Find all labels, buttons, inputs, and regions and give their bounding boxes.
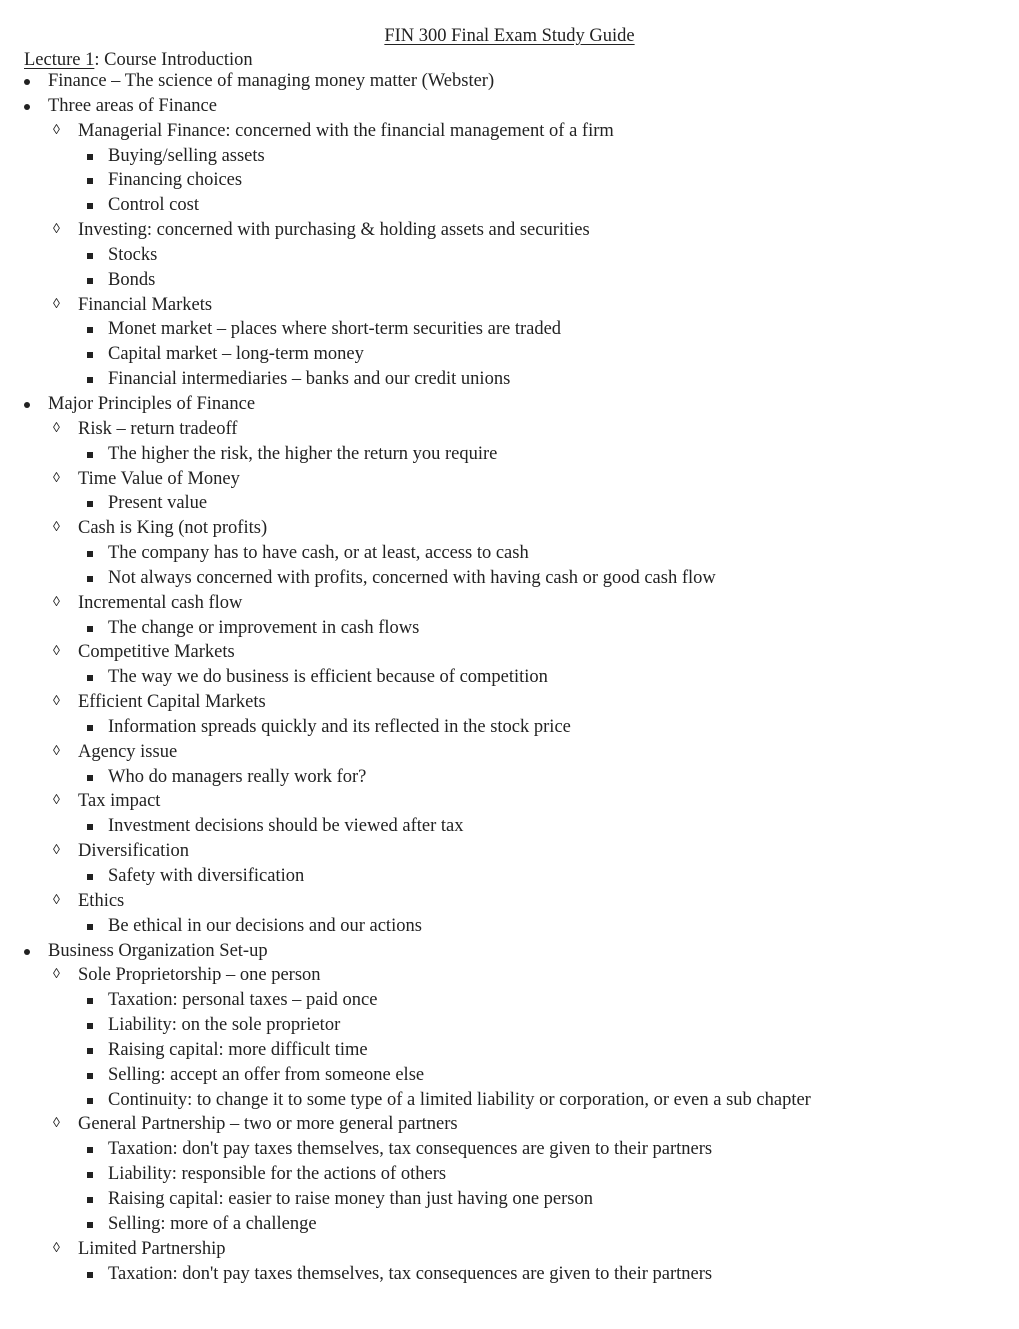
outline-item-text: Investing: concerned with purchasing & holding assets and securities [78,220,590,241]
outline-item-text: Buying/selling assets [108,145,265,166]
outline-item-level-1 [0,69,1019,94]
outline-item-level-2 [0,417,1019,442]
square-bullet-icon [87,725,93,731]
outline-item-level-3 [0,715,1019,740]
diamond-bullet-icon: ◊ [53,420,60,436]
outline-item-level-3 [0,765,1019,790]
outline-item-level-3 [0,988,1019,1013]
outline-item-text: Business Organization Set-up [48,940,268,961]
round-bullet-icon [24,104,30,110]
outline-item-text: Taxation: personal taxes – paid once [108,990,378,1011]
outline-item-text: Agency issue [78,741,178,762]
square-bullet-icon [87,775,93,781]
outline-item-level-3 [0,864,1019,889]
outline-item-level-2 [0,119,1019,144]
square-bullet-icon [87,1098,93,1104]
square-bullet-icon [87,626,93,632]
outline-item-text: Investment decisions should be viewed after tax [108,816,464,837]
diamond-bullet-icon: ◊ [53,520,60,536]
outline-item-level-3 [0,367,1019,392]
square-bullet-icon [87,998,93,1004]
square-bullet-icon [87,178,93,184]
outline-item-level-3 [0,541,1019,566]
square-bullet-icon [87,1272,93,1278]
square-bullet-icon [87,327,93,333]
diamond-bullet-icon: ◊ [53,296,60,312]
outline-item-text: Three areas of Finance [48,95,217,116]
square-bullet-icon [87,278,93,284]
outline-item-level-3 [0,814,1019,839]
outline-item-level-1 [0,939,1019,964]
diamond-bullet-icon: ◊ [53,122,60,138]
outline-item-level-2 [0,690,1019,715]
square-bullet-icon [87,352,93,358]
square-bullet-icon [87,551,93,557]
outline-item-level-3 [0,491,1019,516]
outline-item-level-2 [0,963,1019,988]
outline-item-level-3 [0,665,1019,690]
round-bullet-icon [24,949,30,955]
outline-item-level-3 [0,193,1019,218]
outline-item-level-3 [0,1187,1019,1212]
outline-item-text: The company has to have cash, or at least, access to cash [108,543,529,564]
diamond-bullet-icon: ◊ [53,470,60,486]
outline-item-text: Sole Proprietorship – one person [78,965,321,986]
outline-item-text: Who do managers really work for? [108,766,367,787]
square-bullet-icon [87,154,93,160]
outline-item-level-2 [0,516,1019,541]
outline-item-text: Tax impact [78,791,161,812]
outline-item-text: Efficient Capital Markets [78,692,266,713]
outline-item-level-3 [0,1212,1019,1237]
diamond-bullet-icon: ◊ [53,967,60,983]
outline-item-text: Incremental cash flow [78,592,243,613]
outline-item-level-2 [0,218,1019,243]
outline-item-level-1 [0,94,1019,119]
outline-item-text: Selling: accept an offer from someone else [108,1064,425,1085]
outline-item-text: Financial intermediaries – banks and our credit unions [108,369,511,390]
outline-item-text: Raising capital: easier to raise money than just having one person [108,1188,593,1209]
outline-item-level-3 [0,317,1019,342]
outline-item-text: Major Principles of Finance [48,393,256,414]
outline-item-level-2 [0,1237,1019,1262]
diamond-bullet-icon: ◊ [53,1240,60,1256]
outline-item-text: Diversification [78,841,189,862]
square-bullet-icon [87,1023,93,1029]
diamond-bullet-icon: ◊ [53,743,60,759]
outline-item-text: Safety with diversification [108,866,305,886]
outline-item-text: The way we do business is efficient because of competition [108,667,548,688]
outline-item-text: Present value [108,493,208,514]
diamond-bullet-icon: ◊ [53,222,60,238]
outline-item-level-2 [0,640,1019,665]
document-title-text: FIN 300 Final Exam Study Guide [384,26,635,46]
outline-item-level-2 [0,789,1019,814]
lecture-subtitle: : Course Introduction [94,50,253,70]
square-bullet-icon [87,675,93,681]
outline-item-level-2 [0,889,1019,914]
square-bullet-icon [87,924,93,930]
square-bullet-icon [87,377,93,383]
square-bullet-icon [87,1048,93,1054]
outline-item-level-2 [0,740,1019,765]
outline-item-level-3 [0,914,1019,939]
square-bullet-icon [87,874,93,880]
outline-item-text: Taxation: don't pay taxes themselves, tax consequences are given to their partners [108,1263,713,1284]
outline-item-text: Monet market – places where short-term securities are traded [108,319,562,340]
outline-list [0,69,1019,1286]
outline-item-level-3 [0,342,1019,367]
lecture-label: Lecture 1 [24,50,95,70]
square-bullet-icon [87,253,93,259]
outline-item-level-3 [0,1162,1019,1187]
square-bullet-icon [87,1197,93,1203]
outline-item-level-3 [0,1088,1019,1113]
outline-item-level-2 [0,591,1019,616]
outline-item-level-3 [0,268,1019,293]
outline-item-text: Risk – return tradeoff [78,418,238,439]
square-bullet-icon [87,1172,93,1178]
outline-item-text: Financial Markets [78,294,213,315]
outline-item-text: Taxation: don't pay taxes themselves, tax consequences are given to their partners [108,1139,713,1160]
outline-item-text: Be ethical in our decisions and our actions [108,915,422,936]
outline-item-text: General Partnership – two or more general partners [78,1114,458,1135]
outline-item-text: Capital market – long-term money [108,344,364,365]
outline-item-level-3 [0,442,1019,467]
diamond-bullet-icon: ◊ [53,594,60,610]
diamond-bullet-icon: ◊ [53,892,60,908]
outline-item-text: Financing choices [108,170,243,191]
outline-item-level-3 [0,243,1019,268]
outline-item-level-3 [0,616,1019,641]
square-bullet-icon [87,824,93,830]
diamond-bullet-icon: ◊ [53,644,60,660]
outline-item-text: Bonds [108,269,156,290]
square-bullet-icon [87,203,93,209]
square-bullet-icon [87,1147,93,1153]
outline-item-level-3 [0,1038,1019,1063]
outline-item-text: Limited Partnership [78,1238,226,1259]
outline-item-text: Time Value of Money [78,468,240,489]
outline-item-text: Liability: on the sole proprietor [108,1015,341,1036]
outline-item-level-3 [0,144,1019,169]
outline-item-level-3 [0,1013,1019,1038]
round-bullet-icon [24,79,30,85]
diamond-bullet-icon: ◊ [53,793,60,809]
round-bullet-icon [24,402,30,408]
outline-item-text: The change or improvement in cash flows [108,617,420,638]
outline-item-text: Ethics [78,890,125,911]
square-bullet-icon [87,1222,93,1228]
outline-item-text: Control cost [108,195,199,216]
outline-item-text: Not always concerned with profits, concerned with having cash or good cash flow [108,567,716,588]
outline-item-text: The higher the risk, the higher the return you require [108,443,498,464]
outline-item-text: Raising capital: more difficult time [108,1039,368,1060]
outline-item-text: Stocks [108,244,158,265]
square-bullet-icon [87,576,93,582]
outline-item-level-3 [0,1262,1019,1287]
outline-item-level-3 [0,566,1019,591]
outline-item-level-3 [0,168,1019,193]
square-bullet-icon [87,501,93,507]
outline-item-level-3 [0,1137,1019,1162]
outline-item-text: Selling: more of a challenge [108,1213,317,1234]
outline-item-level-2 [0,467,1019,492]
outline-item-text: Continuity: to change it to some type of a limited liability or corporation, or even a sub chapter [108,1089,811,1110]
outline-item-level-3 [0,1063,1019,1088]
outline-item-text: Competitive Markets [78,642,235,663]
document-title [0,24,1019,48]
outline-item-level-2 [0,1112,1019,1137]
outline-item-text: Finance – The science of managing money matter (Webster) [48,71,495,91]
diamond-bullet-icon: ◊ [53,694,60,710]
outline-item-text: Managerial Finance: concerned with the financial management of a firm [78,120,614,141]
outline-item-text: Information spreads quickly and its reflected in the stock price [108,716,571,737]
outline-item-text: Cash is King (not profits) [78,518,268,539]
outline-item-level-2 [0,839,1019,864]
square-bullet-icon [87,1073,93,1079]
square-bullet-icon [87,452,93,458]
diamond-bullet-icon: ◊ [53,843,60,859]
outline-item-level-1 [0,392,1019,417]
diamond-bullet-icon: ◊ [53,1116,60,1132]
outline-item-level-2 [0,293,1019,318]
outline-item-text: Liability: responsible for the actions of others [108,1164,447,1185]
